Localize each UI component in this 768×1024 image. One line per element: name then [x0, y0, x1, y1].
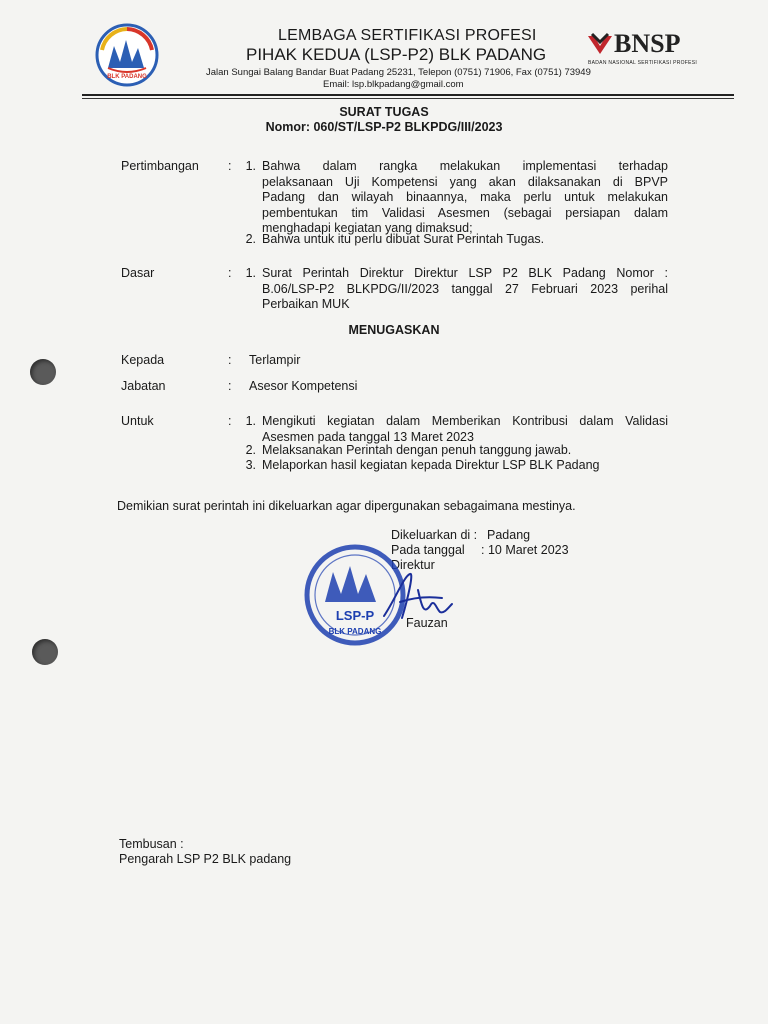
text-line: Padang dan wilayah binaannya, maka perlu untuk melakukan [262, 190, 668, 204]
header-org-name: LEMBAGA SERTIFIKASI PROFESI [278, 27, 537, 44]
jabatan-label: Jabatan [121, 379, 166, 393]
date-label: Pada tanggal [391, 543, 465, 557]
jabatan-value: Asesor Kompetensi [249, 379, 358, 393]
header-address: Jalan Sungai Balang Bandar Buat Padang 25231, Telepon (0751) 71906, Fax (0751) 73949 [206, 67, 591, 78]
item-number: 2. [245, 232, 256, 246]
dasar-label: Dasar [121, 266, 155, 280]
issued-value: Padang [487, 528, 531, 542]
pertimbangan-label: Pertimbangan [121, 159, 199, 173]
colon: : [228, 414, 232, 428]
issued-label: Dikeluarkan di : [391, 528, 478, 542]
kepada-value: Terlampir [249, 353, 301, 367]
untuk-item-3: Melaporkan hasil kegiatan kepada Direktur LSP BLK Padang [262, 458, 600, 472]
signatory-name: Fauzan [406, 616, 448, 630]
header-org-branch: PIHAK KEDUA (LSP-P2) BLK PADANG [246, 45, 547, 64]
header-email: Email: lsp.blkpadang@gmail.com [323, 79, 464, 90]
punch-hole-bottom [32, 639, 58, 665]
text-line: Mengikuti kegiatan dalam Memberikan Kontribusi dalam Validasi [262, 414, 668, 428]
untuk-item-1 [262, 414, 668, 445]
text-line: Asesmen pada tanggal 13 Maret 2023 [262, 429, 474, 444]
bnsp-logo [586, 30, 706, 70]
text-line: pembentukan tim Validasi Asesmen (sebagai persiapan dalam [262, 205, 668, 220]
position-label: Direktur [391, 558, 435, 572]
item-number: 3. [245, 458, 256, 472]
bnsp-wordmark: BNSP [614, 29, 681, 58]
lsp-logo [94, 22, 160, 88]
untuk-label: Untuk [121, 414, 154, 428]
colon: : [228, 353, 232, 367]
pertimbangan-item-2: Bahwa untuk itu perlu dibuat Surat Perintah Tugas. [262, 232, 545, 246]
closing-statement: Demikian surat perintah ini dikeluarkan agar dipergunakan sebagaimana mestinya. [117, 499, 576, 513]
document-number: Nomor: 060/ST/LSP-P2 BLKPDG/III/2023 [265, 120, 503, 134]
colon: : [228, 159, 232, 173]
item-number: 1. [245, 414, 256, 428]
date-value: : 10 Maret 2023 [481, 543, 569, 557]
text-line: pelaksanaan Uji Kompetensi yang akan dilaksanakan di BPVP [262, 174, 668, 189]
pertimbangan-item-1 [262, 159, 668, 237]
svg-text:LSP-P: LSP-P [335, 608, 375, 623]
text-line: B.06/LSP-P2 BLKPDG/II/2023 tanggal 27 Februari 2023 perihal [262, 281, 668, 296]
item-number: 2. [245, 443, 256, 457]
text-line: Perbaikan MUK [262, 297, 350, 311]
kepada-label: Kepada [121, 353, 165, 367]
dasar-item-1 [262, 266, 668, 313]
document-title: SURAT TUGAS [339, 105, 429, 119]
item-number: 1. [245, 159, 256, 173]
svg-text:BLK PADANG: BLK PADANG [328, 627, 382, 636]
colon: : [228, 379, 232, 393]
bnsp-emblem-icon [586, 32, 614, 58]
tembusan-value: Pengarah LSP P2 BLK padang [119, 852, 292, 866]
untuk-item-2: Melaksanakan Perintah dengan penuh tanggung jawab. [262, 443, 572, 457]
punch-hole-top [30, 359, 56, 385]
header-rule-thin [82, 98, 734, 99]
tembusan-label: Tembusan : [119, 837, 184, 851]
section-heading: MENUGASKAN [348, 323, 440, 337]
bnsp-subtitle: BADAN NASIONAL SERTIFIKASI PROFESI [588, 60, 698, 66]
text-line: Surat Perintah Direktur Direktur LSP P2 BLK Padang Nomor : [262, 266, 668, 280]
header-rule-thick [82, 94, 734, 96]
item-number: 1. [245, 266, 256, 280]
text-line: Bahwa dalam rangka melakukan implementasi terhadap [262, 159, 668, 173]
text-line: menghadapi kegiatan yang dimaksud; [262, 221, 473, 235]
colon: : [228, 266, 232, 280]
svg-text:BLK PADANG: BLK PADANG [107, 74, 147, 80]
